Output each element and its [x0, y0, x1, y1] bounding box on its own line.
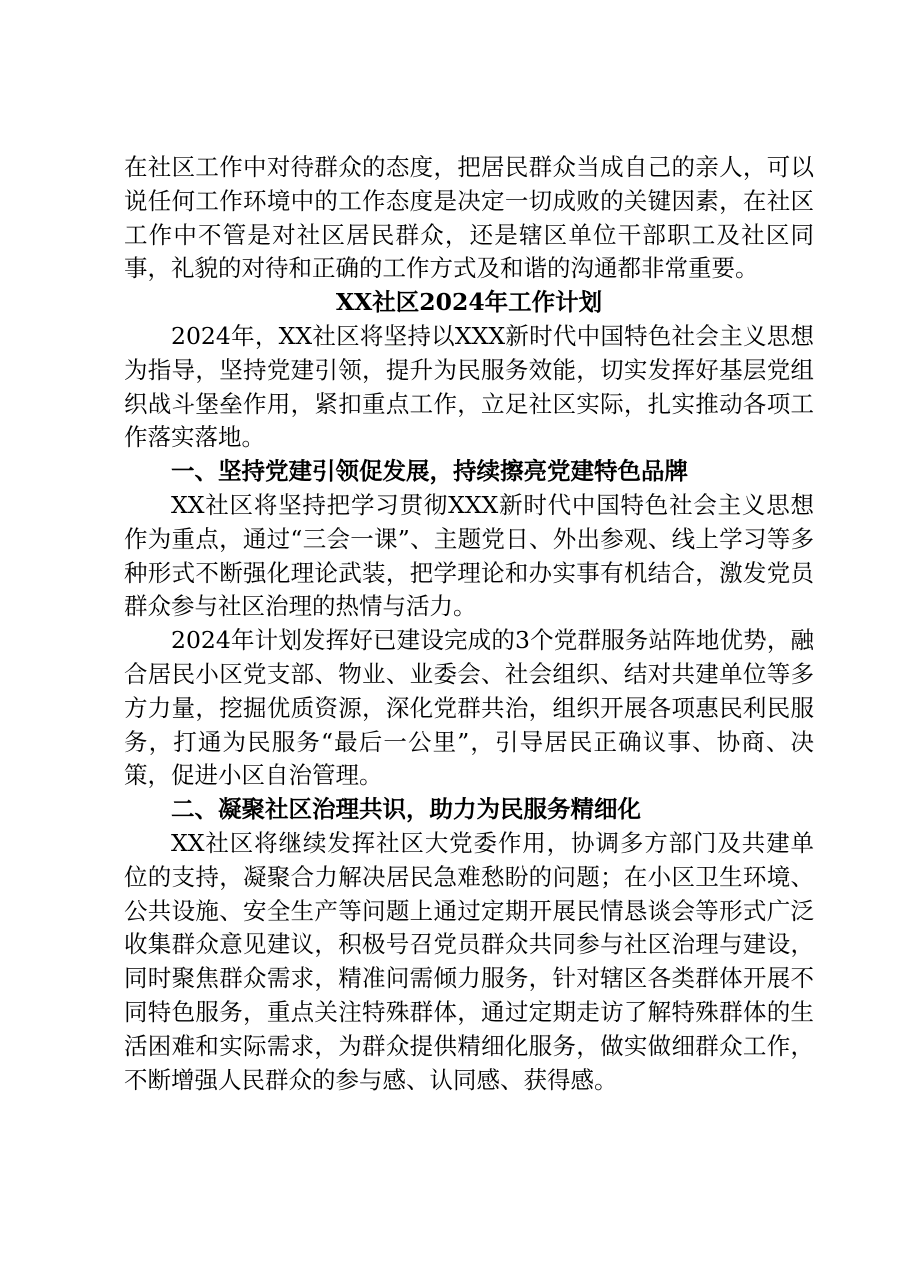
section-2-paragraph-1: XX社区将继续发挥社区大党委作用，协调多方部门及共建单位的支持，凝聚合力解决居民急难愁盼的问题；在小区卫生环境、公共设施、安全生产等问题上通过定期开展民情恳谈会等形式广泛收集群众意见建议，积极号召党员群众共同参与社区治理与建设，同时聚焦群众需求，精准问需倾力服务，针对辖区各类群体开展不同特色服务，重点关注特殊群体，通过定期走访了解特殊群体的生活困难和实际需求，为群众提供精细化服务，做实做细群众工作，不断增强人民群众的参与感、认同感、获得感。: [124, 828, 814, 1094]
opening-paragraph: 2024年，XX社区将坚持以XXX新时代中国特色社会主义思想为指导，坚持党建引领，提升为民服务效能，切实发挥好基层党组织战斗堡垒作用，紧扣重点工作，立足社区实际，扎实推动各项工作落实落地。: [124, 321, 814, 452]
section-1-paragraph-2: 2024年计划发挥好已建设完成的3个党群服务站阵地优势，融合居民小区党支部、物业、业委会、社会组织、结对共建单位等多方力量，挖掘优质资源，深化党群共治，组织开展各项惠民利民服务，打通为民服务“最后一公里”，引导居民正确议事、协商、决策，促进小区自治管理。: [124, 626, 814, 790]
document-body: [124, 151, 814, 1097]
document-title: XX社区2024年工作计划: [335, 288, 603, 317]
section-1-heading: 一、坚持党建引领促发展，持续擦亮党建特色品牌: [171, 457, 688, 486]
section-1-paragraph-1: XX社区将坚持把学习贯彻XXX新时代中国特色社会主义思想作为重点，通过“三会一课”、主题党日、外出参观、线上学习等多种形式不断强化理论武装，把学理论和办实事有机结合，激发党员群众参与社区治理的热情与活力。: [124, 490, 814, 621]
section-2-heading: 二、凝聚社区治理共识，助力为民服务精细化: [171, 795, 641, 824]
intro-paragraph: 在社区工作中对待群众的态度，把居民群众当成自己的亲人，可以说任何工作环境中的工作态度是决定一切成败的关键因素，在社区工作中不管是对社区居民群众，还是辖区单位干部职工及社区同事，礼貌的对待和正确的工作方式及和谐的沟通都非常重要。: [124, 153, 814, 283]
